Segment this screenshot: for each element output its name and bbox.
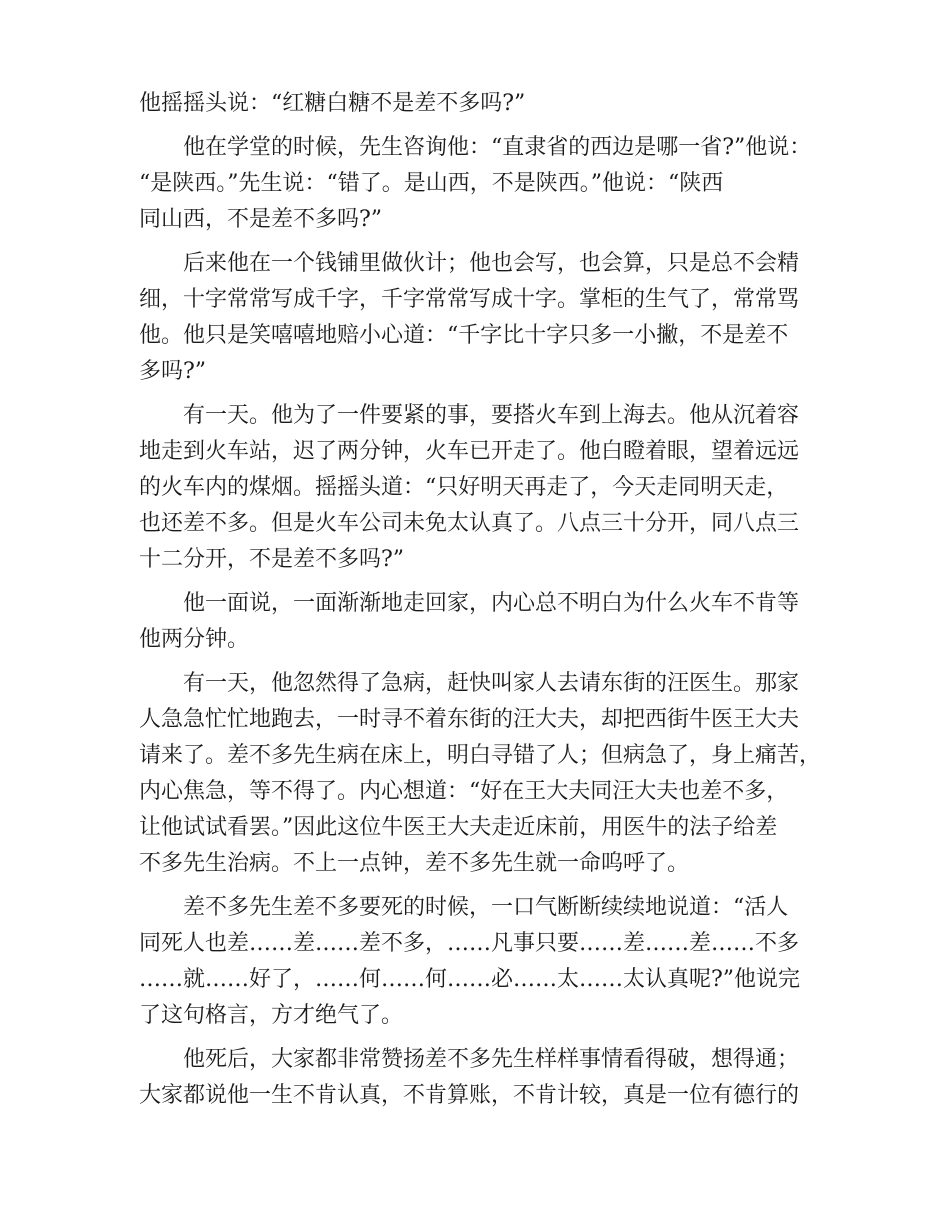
text-line: 后来他在一个钱铺里做伙计；他也会写，也会算，只是总不会精 [139, 251, 800, 276]
text-line: 他。他只是笑嘻嘻地赔小心道：“千字比十字只多一小撇，不是差不 [139, 323, 789, 348]
text-line: 也还差不多。但是火车公司未免太认真了。八点三十分开，同八点三 [139, 511, 800, 536]
text-line: 他一面说，一面渐渐地走回家，内心总不明白为什么火车不肯等 [139, 591, 800, 616]
text-line: 了这句格言，方才绝气了。 [139, 1003, 404, 1028]
text-line: 差不多先生差不多要死的时候，一口气断断续续地说道：“活人 [139, 895, 789, 920]
text-line: 多吗?” [139, 359, 207, 384]
text-line: ……就……好了，……何……何……必……太……太认真呢?”他说完 [139, 967, 801, 992]
text-line: 不多先生治病。不上一点钟，差不多先生就一命呜呼了。 [139, 851, 690, 876]
text-line: 他在学堂的时候，先生咨询他：“直隶省的西边是哪一省?”他说： [139, 135, 812, 160]
text-line: 他摇摇头说：“红糖白糖不是差不多吗?” [139, 91, 526, 116]
text-line: 他死后，大家都非常赞扬差不多先生样样事情看得破，想得通； [139, 1047, 800, 1072]
text-line: “是陕西。”先生说：“错了。是山西，不是陕西。”他说：“陕西 [139, 171, 724, 196]
text-line: 十二分开，不是差不多吗?” [139, 547, 405, 572]
text-line: 大家都说他一生不肯认真，不肯算账，不肯计较，真是一位有德行的 [139, 1083, 800, 1108]
text-line: 他两分钟。 [139, 627, 250, 652]
text-line: 请来了。差不多先生病在床上，明白寻错了人；但病急了，身上痛苦， [139, 743, 822, 768]
body-text [139, 86, 822, 1114]
text-line: 内心焦急，等不得了。内心想道：“好在王大夫同汪大夫也差不多， [139, 779, 789, 804]
text-line: 细，十字常常写成千字，千字常常写成十字。掌柜的生气了，常常骂 [139, 287, 800, 312]
text-line: 的火车内的煤烟。摇摇头道：“只好明天再走了，今天走同明天走， [139, 475, 789, 500]
text-line: 同山西，不是差不多吗?” [139, 207, 383, 232]
text-line: 有一天，他忽然得了急病，赶快叫家人去请东街的汪医生。那家 [139, 671, 800, 696]
text-line: 让他试试看罢。”因此这位牛医王大夫走近床前，用医牛的法子给差 [139, 815, 778, 840]
text-line: 同死人也差……差……差不多，……凡事只要……差……差……不多 [139, 931, 800, 956]
text-line: 地走到火车站，迟了两分钟，火车已开走了。他白瞪着眼，望着远远 [139, 439, 800, 464]
text-line: 有一天。他为了一件要紧的事，要搭火车到上海去。他从沉着容 [139, 403, 800, 428]
text-line: 人急急忙忙地跑去，一时寻不着东街的汪大夫，却把西街牛医王大夫 [139, 707, 800, 732]
